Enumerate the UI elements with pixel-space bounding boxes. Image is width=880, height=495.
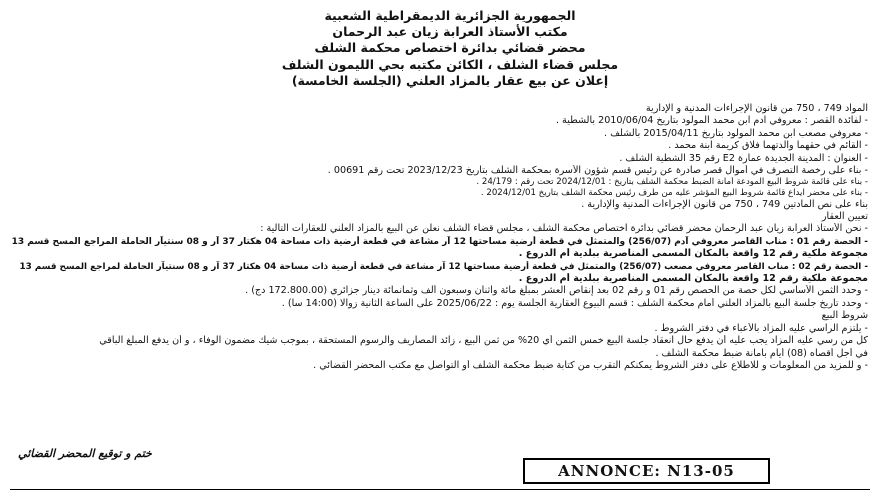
auction-date-line: - وحدد تاريخ جلسة البيع بالمزاد العلني أمام محكمة الشلف : قسم البيوع العقارية الجلسة يوم : 2025/06/22 على الساعة الثانية زوالا (14:00 سا) . xyxy=(281,297,868,309)
sale-conditions-heading: شروط البيع xyxy=(821,310,868,322)
base-price-line: - وحدد الثمن الأساسي لكل حصة من الحصص رقم 01 و رقم 02 بعد إنقاص العشر بمبلغ مائة واثنان وسبعون ألف وثمانمائة دينار جزائري (172.800.00 دج) . xyxy=(245,285,868,297)
notice-body xyxy=(12,103,868,372)
condition-1: - يلتزم الراسي عليه المزاد بالأعباء في دفتر الشروط . xyxy=(654,322,868,334)
conditions-deposit-line: - بناء على قائمة شروط البيع المودعة أمانة الضبط محكمة الشلف بتاريخ : 2024/12/01 تحت رقم : 24/179 . xyxy=(476,177,868,188)
beneficiary-line-2: - معروفي مصعب ابن محمد المولود بتاريخ 2015/04/11 بالشلف . xyxy=(603,127,868,139)
lot-1-location: مجموعة ملكية رقم 12 واقعة بالمكان المسمى المناصرية ببلدية أم الدروع . xyxy=(518,248,868,260)
lot-1-line: - الحصة رقم 01 : مناب القاصر معروفي آدم (256/07) والمتمثل في قطعة أرضية مساحتها 12 آر مشاعة في قطعة أرضية ذات مساحة 04 هكتار 37 آر و 08 سنتيآر الحاملة المراجع المسح قسم 13 xyxy=(12,236,868,247)
property-heading: تعيين العقار xyxy=(821,211,868,223)
beneficiary-line: - لفائدة القصر : معروفي آدم ابن محمد المولود بتاريخ 2010/06/04 بالشطية . xyxy=(555,115,868,127)
authorization-line: - بناء على رخصة التصرف في أموال قصر صادرة عن رئيس قسم شؤون الأسرة بمحكمة الشلف بتاريخ 2023/12/23 تحت رقم 00691 . xyxy=(327,165,868,177)
legal-basis-line: بناء على نص المادتين 749 ، 750 من قانون الإجراءات المدنية والإدارية . xyxy=(581,198,868,210)
articles-line: المواد 749 ، 750 من قانون الإجراءات المدنية و الإدارية xyxy=(645,103,868,114)
signature-label: ختم و توقيع المحضر القضائي xyxy=(18,447,152,460)
condition-2: كل من رسي عليه المزاد يجب عليه أن يدفع حال انعقاد جلسة البيع خمس الثمن أي 20% من ثمن البيع ، زائد المصاريف والرسوم المستحقة ، بموجب شيك مضمون الوفاء ، و أن يدفع المبلغ الباقي xyxy=(99,335,868,347)
header-court: مجلس قضاء الشلف ، الكائن مكتبه بحي الليمون الشلف xyxy=(281,56,619,72)
header-office: مكتب الأستاذ العرابة زيان عبد الرحمان xyxy=(332,24,568,40)
lot-2-location: مجموعة ملكية رقم 12 واقعة بالمكان المسمى المناصرية ببلدية أم الدروع . xyxy=(518,273,868,285)
more-info-line: - و للمزيد من المعلومات و للاطلاع على دفتر الشروط يمكنكم التقرب من كتابة ضبط محكمة الشلف أو التواصل مع مكتب المحضر القضائي . xyxy=(313,359,868,371)
header-republic: الجمهورية الجزائرية الديمقراطية الشعبية xyxy=(324,8,576,23)
auction-announcement-line: - نحن الأستاذ العرابة زيان عبد الرحمان محضر قضائي بدائرة اختصاص محكمة الشلف ، مجلس قضاء الشلف نعلن عن البيع بالمزاد العلني للعقارات التالية : xyxy=(260,223,868,235)
address-line: - العنوان : المدينة الجديدة عمارة E2 رقم 35 الشطية الشلف . xyxy=(619,152,868,164)
header-bailiff: محضر قضائي بدائرة اختصاص محكمة الشلف xyxy=(314,40,586,56)
bottom-divider xyxy=(10,489,870,490)
notice-header xyxy=(170,8,730,89)
conditions-report-line: - بناء على محضر ايداع قائمة شروط البيع المؤشر عليه من طرف رئيس محكمة الشلف بتاريخ 2024/12/01 . xyxy=(480,188,868,199)
guardian-line: - القائم في حقهما والدتهما فلاق كريمة ابنة محمد . xyxy=(668,140,868,152)
annonce-number-box: ANNONCE: N13-05 xyxy=(523,458,770,484)
header-title: إعلان عن بيع عقار بالمزاد العلني (الجلسة الخامسة) xyxy=(291,72,609,88)
condition-2-continued: في أجل أقصاه (08) أيام بأمانة ضبط محكمة الشلف . xyxy=(655,347,868,359)
lot-2-line: - الحصة رقم 02 : مناب القاصر معروفي مصعب (256/07) والمتمثل في قطعة أرضية مساحتها 12 آر مشاعة في قطعة أرضية ذات مساحة 04 هكتار 37 آر و 08 سنتيآر الحاملة لمراجع المسح قسم 13 xyxy=(19,261,868,272)
